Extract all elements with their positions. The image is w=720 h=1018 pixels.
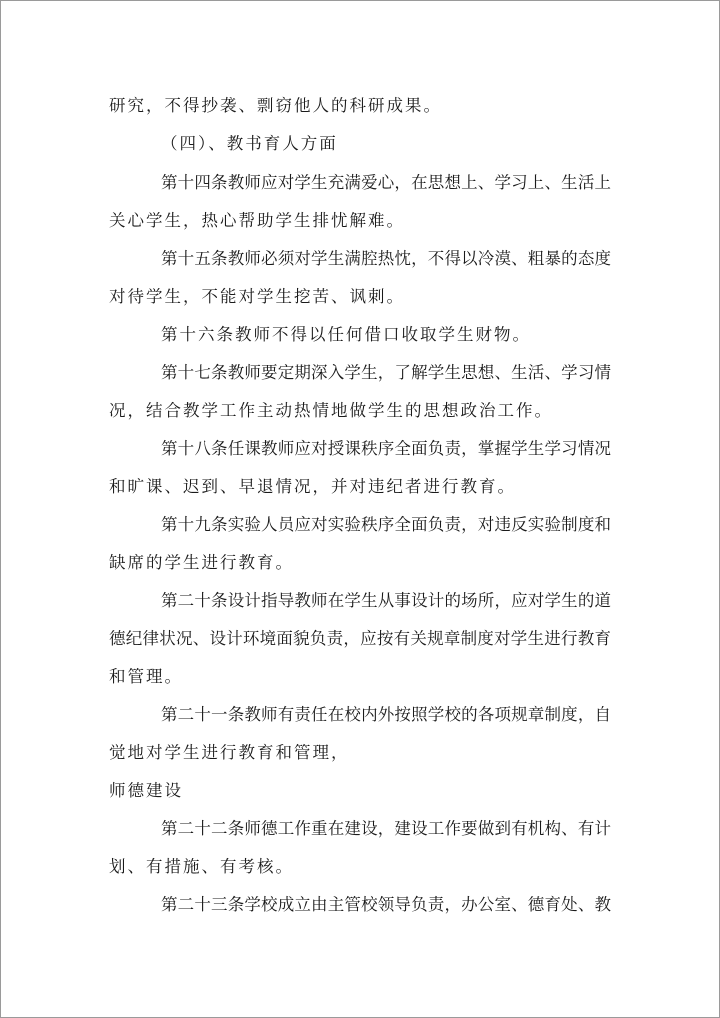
paragraph-line: 第十九条实验人员应对实验秩序全面负责，对违反实验制度和 (161, 515, 612, 534)
paragraph-line: 关心学生，热心帮助学生排忧解难。 (109, 211, 405, 230)
paragraph-line: 第二十三条学校成立由主管校领导负责，办公室、德育处、教 (161, 895, 612, 914)
paragraph-line: 研究，不得抄袭、剽窃他人的科研成果。 (109, 96, 442, 115)
paragraph-line: 第十五条教师必须对学生满腔热忱，不得以冷漠、粗暴的态度 (161, 249, 612, 268)
paragraph-line: 缺席的学生进行教育。 (109, 553, 294, 572)
paragraph-line: 对待学生，不能对学生挖苦、讽刺。 (109, 287, 405, 306)
paragraph-line: 德纪律状况、设计环境面貌负责，应按有关规章制度对学生进行教育 (109, 629, 612, 648)
paragraph-line: 第二十一条教师有责任在校内外按照学校的各项规章制度，自 (161, 705, 612, 724)
section-heading: （四）、教书育人方面 (161, 134, 338, 153)
paragraph-line: 第二十条设计指导教师在学生从事设计的场所，应对学生的道 (161, 591, 612, 610)
paragraph-line: 和旷课、迟到、早退情况，并对违纪者进行教育。 (109, 477, 516, 496)
paragraph-line: 第十七条教师要定期深入学生，了解学生思想、生活、学习情 (161, 363, 612, 382)
paragraph-line: 第十八条任课教师应对授课秩序全面负责，掌握学生学习情况 (161, 439, 612, 458)
paragraph-line: 第二十二条师德工作重在建设，建设工作要做到有机构、有计 (161, 819, 612, 838)
paragraph-line: 觉地对学生进行教育和管理， (109, 743, 350, 762)
paragraph-line: 第十六条教师不得以任何借口收取学生财物。 (161, 325, 531, 344)
paragraph-line: 第十四条教师应对学生充满爱心，在思想上、学习上、生活上 (161, 173, 612, 192)
section-heading: 师德建设 (109, 781, 183, 800)
paragraph-line: 划、有措施、有考核。 (109, 857, 294, 876)
paragraph-line: 况，结合教学工作主动热情地做学生的思想政治工作。 (109, 401, 553, 420)
paragraph-line: 和管理。 (109, 667, 183, 686)
